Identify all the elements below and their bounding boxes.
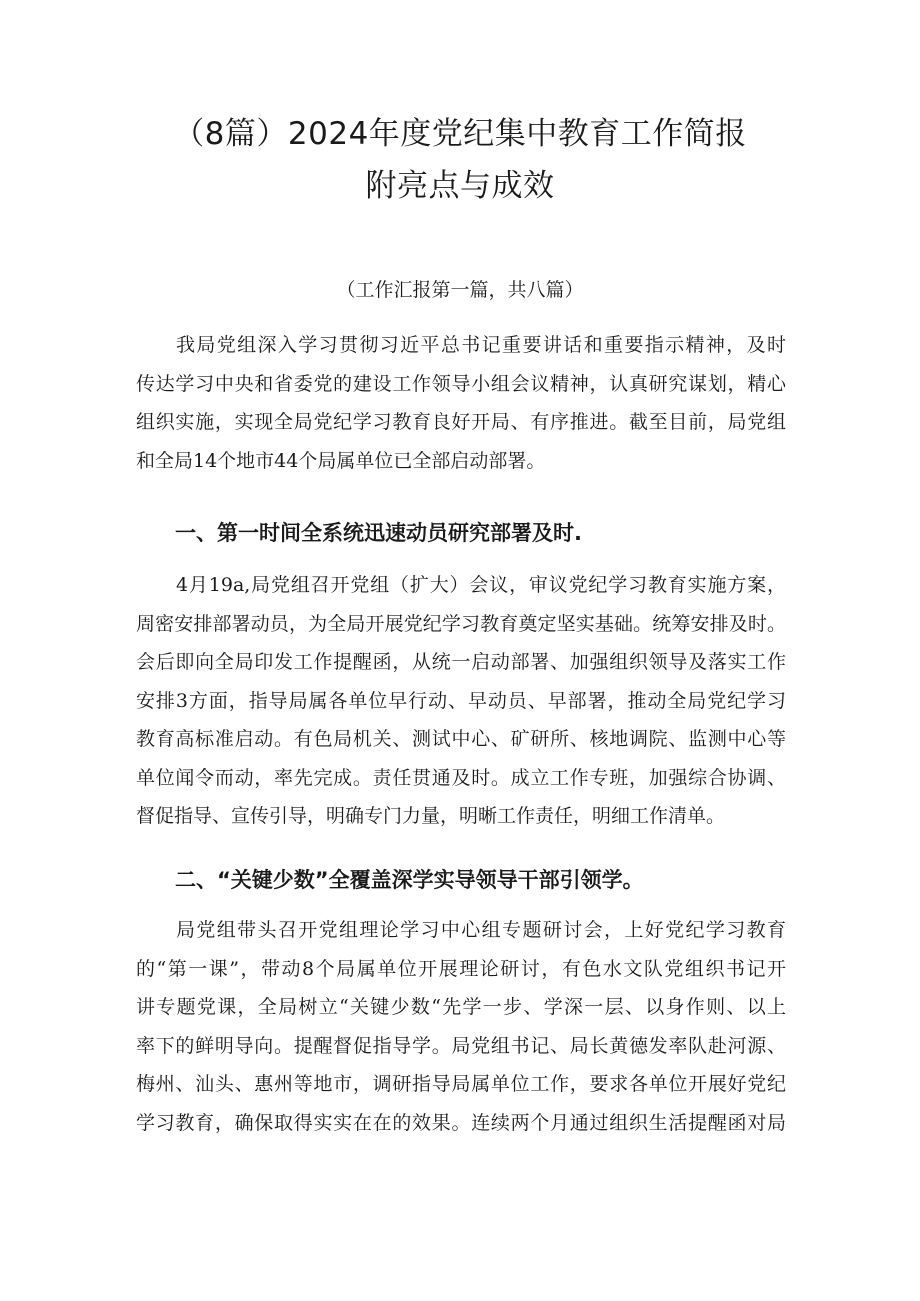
section-heading-1: 一、第一时间全系统迅速动员研究部署及时.: [175, 521, 582, 545]
paragraph-line: 和全局14个地市44个局属单位已全部启动部署。: [136, 449, 546, 472]
paragraph-line: 学习教育，确保取得实实在在的效果。连续两个月通过组织生活提醒函对局: [136, 1111, 786, 1134]
paragraph-line: 率下的鲜明导向。提醒督促指导学。局党组书记、局长黄德发率队赴河源、: [136, 1034, 786, 1057]
document-subtitle: （工作汇报第一篇，共八篇）: [336, 279, 584, 301]
paragraph-section-2: [136, 911, 786, 1142]
document-title-line-1: （8篇）2024年度党纪集中教育工作简报: [173, 116, 747, 152]
paragraph-line: 教育高标准启动。有色局机关、测试中心、矿研所、核地调院、监测中心等: [136, 728, 786, 750]
paragraph-line: 局党组带头召开党组理论学习中心组专题研讨会，上好党纪学习教育: [176, 919, 786, 941]
paragraph-line: 组织实施，实现全局党纪学习教育良好开局、有序推进。截至目前，局党组: [136, 411, 786, 433]
paragraph-line: 4月19a,局党组召开党组（扩大）会议，审议党纪学习教育实施方案，: [176, 574, 786, 596]
paragraph-line: 梅州、汕头、惠州等地市，调研指导局属单位工作，要求各单位开展好党纪: [136, 1073, 786, 1095]
paragraph-line: 督促指导、宣传引导，明确专门力量，明晰工作责任，明细工作清单。: [136, 805, 726, 827]
paragraph-line: 周密安排部署动员，为全局开展党纪学习教育奠定坚实基础。统筹安排及时。: [136, 612, 786, 635]
paragraph-section-1: [136, 566, 786, 836]
paragraph-intro: [136, 326, 786, 480]
paragraph-line: 传达学习中央和省委党的建设工作领导小组会议精神，认真研究谋划，精心: [136, 372, 786, 395]
paragraph-line: 会后即向全局印发工作提醒函，从统一启动部署、加强组织领导及落实工作: [136, 651, 786, 673]
paragraph-line: 我局党组深入学习贯彻习近平总书记重要讲话和重要指示精神，及时: [176, 334, 786, 356]
section-heading-2: 二、“关键少数”全覆盖深学实导领导干部引领学。: [175, 868, 644, 892]
paragraph-line: 安排3方面，指导局属各单位早行动、早动员、早部署，推动全局党纪学习: [136, 689, 786, 712]
paragraph-line: 单位闻令而动，率先完成。责任贯通及时。成立工作专班，加强综合协调、: [136, 766, 786, 789]
paragraph-line: 讲专题党课，全局树立“关键少数“先学一步、学深一层、以身作则、以上: [136, 996, 786, 1018]
paragraph-line: 的“第一课”，带动8个局属单位开展理论研讨，有色水文队党组织书记开: [136, 957, 786, 980]
document-title-line-2: 附亮点与成效: [365, 168, 555, 204]
